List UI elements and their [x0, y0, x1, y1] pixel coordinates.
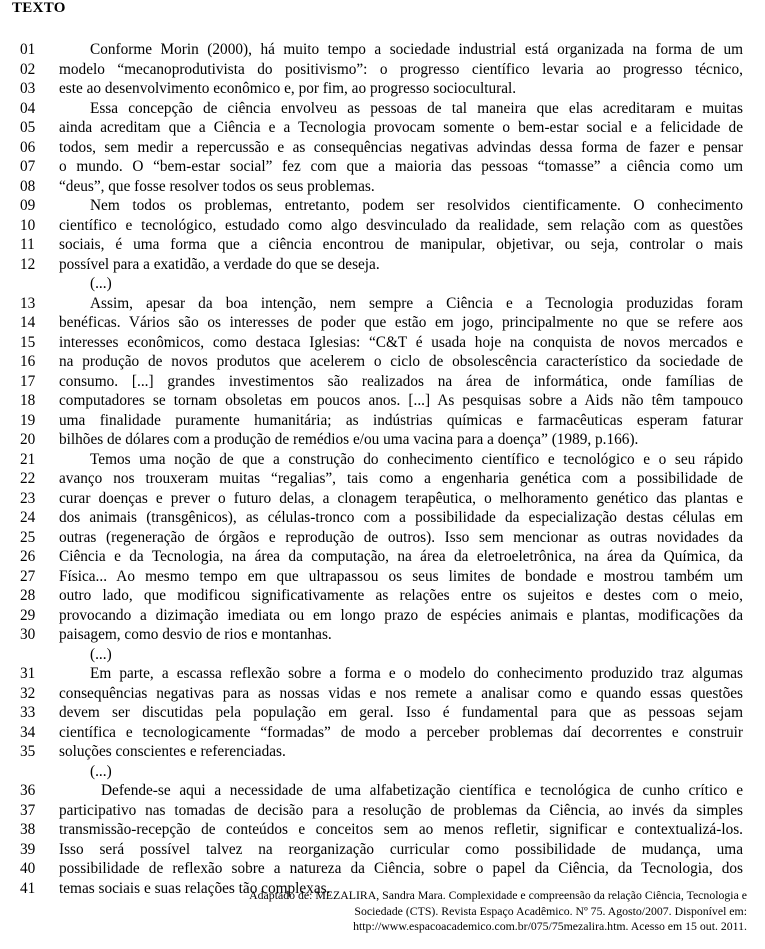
line-text: outro lado, que modificou significativamente as relações entre os sujeitos e destes com o meio, — [59, 587, 743, 604]
line-text: interesses econômicos, como destaca Iglesias: “C&T é usada hoje na conquista de novos mercados e — [59, 333, 743, 351]
line-number: 25 — [20, 528, 36, 546]
line-number: 01 — [20, 41, 36, 58]
line-number: 33 — [20, 704, 36, 721]
credit-line: Sociedade (CTS). Revista Espaço Acadêmico. Nº 75. Agosto/2007. Disponível em: — [354, 903, 747, 918]
line-number: 06 — [20, 138, 36, 156]
line-text: possibilidade de reflexão sobre a natureza da Ciência, sobre o papel da Ciência, da Tecnologia, dos — [59, 860, 743, 877]
line-text: o mundo. O “bem-estar social” fez com que a maioria das pessoas “tomasse” a ciência como um — [59, 158, 743, 175]
line-number: 10 — [20, 216, 36, 234]
omission-text: (...) — [90, 275, 112, 292]
line-text: bilhões de dólares com a produção de remédios e/ou uma vacina para a doença” (1989, p.166). — [59, 431, 639, 448]
line-number: 23 — [20, 489, 36, 507]
text-line — [0, 177, 765, 197]
line-text: Ciência e da Tecnologia, na área da computação, na área da eletroeletrônica, na área da Química, da — [59, 548, 743, 565]
text-line — [0, 528, 765, 548]
text-line — [0, 606, 765, 626]
text-line — [0, 372, 765, 392]
line-number: 22 — [20, 470, 36, 487]
line-number: 07 — [20, 158, 36, 175]
line-number: 20 — [20, 431, 36, 448]
source-credit — [147, 888, 747, 935]
line-text: provocando a dizimação imediata ou em longo prazo de espécies animais e plantas, modificações da — [59, 606, 743, 624]
text-line — [0, 567, 765, 587]
text-line — [0, 820, 765, 840]
line-text: possível para a exatidão, a verdade do que se deseja. — [59, 255, 380, 273]
line-text: Essa concepção de ciência envolveu as pessoas de tal maneira que elas acreditaram e muitas — [90, 99, 743, 117]
line-text: Assim, apesar da boa intenção, nem sempre a Ciência e a Tecnologia produzidas foram — [90, 294, 743, 312]
line-number: 18 — [20, 392, 36, 409]
line-number: 41 — [20, 879, 36, 897]
line-text: temas sociais e suas relações tão complexas. — [59, 879, 331, 897]
line-text: na produção de novos produtos que acelerem o ciclo de obsolescência característico da sociedade de — [59, 353, 743, 370]
text-line — [0, 235, 765, 255]
text-line — [0, 742, 765, 762]
line-number: 38 — [20, 821, 36, 838]
line-number: 31 — [20, 665, 36, 682]
text-line — [0, 352, 765, 372]
line-number: 11 — [20, 236, 35, 253]
line-text: científico e tecnológico, estudado como algo desvinculado da realidade, sem relação com as questões — [59, 216, 743, 234]
text-line — [0, 586, 765, 606]
line-number: 26 — [20, 548, 36, 565]
line-number: 37 — [20, 801, 36, 819]
line-number: 09 — [20, 197, 36, 214]
line-number: 29 — [20, 606, 36, 624]
text-line — [0, 391, 765, 411]
text-line — [0, 859, 765, 879]
text-line — [0, 196, 765, 216]
text-line — [0, 313, 765, 333]
text-line — [0, 79, 765, 99]
text-line — [0, 40, 765, 60]
line-number: 40 — [20, 860, 36, 877]
page-title: TEXTO — [12, 0, 66, 16]
text-line — [0, 333, 765, 353]
text-line — [0, 723, 765, 743]
line-text: benéficas. Vários são os interesses de poder que estão em jogo, principalmente no que se refere aos — [59, 314, 743, 331]
line-number: 04 — [20, 99, 36, 117]
line-number: 17 — [20, 372, 36, 390]
omission-text: (...) — [90, 762, 112, 780]
text-line — [0, 547, 765, 567]
line-text: este ao desenvolvimento econômico e, por fim, ao progresso sociocultural. — [59, 80, 517, 97]
text-body — [0, 40, 765, 898]
text-line — [0, 625, 765, 645]
line-number: 05 — [20, 119, 36, 136]
text-line — [0, 294, 765, 314]
line-number: 24 — [20, 509, 36, 526]
text-line — [0, 430, 765, 450]
omission-marker — [0, 645, 765, 665]
text-line — [0, 60, 765, 80]
text-line — [0, 411, 765, 431]
line-text: Isso será possível talvez na reorganização curricular como possibilidade de mudança, uma — [59, 840, 743, 858]
line-number: 08 — [20, 177, 36, 195]
line-number: 32 — [20, 684, 36, 702]
text-line — [0, 118, 765, 138]
omission-marker — [0, 274, 765, 294]
text-line — [0, 138, 765, 158]
line-number: 30 — [20, 626, 36, 643]
line-text: Temos uma noção de que a construção do conhecimento científico e tecnológico e o seu rápido — [90, 450, 743, 468]
text-line — [0, 840, 765, 860]
line-number: 36 — [20, 782, 36, 799]
line-text: “deus”, que fosse resolver todos os seus problemas. — [59, 177, 375, 195]
line-number: 34 — [20, 723, 36, 741]
text-line — [0, 684, 765, 704]
text-line — [0, 216, 765, 236]
text-line — [0, 664, 765, 684]
line-number: 16 — [20, 353, 36, 370]
line-number: 13 — [20, 294, 36, 312]
line-number: 12 — [20, 255, 36, 273]
text-line — [0, 508, 765, 528]
text-line — [0, 489, 765, 509]
line-text: Nem todos os problemas, entretanto, podem ser resolvidos cientificamente. O conhecimento — [90, 197, 743, 214]
text-line — [0, 255, 765, 275]
line-text: outras (regeneração de órgãos e reprodução de outros). Isso sem mencionar as outras novidades da — [59, 528, 743, 546]
text-line — [0, 781, 765, 801]
line-number: 28 — [20, 587, 36, 604]
line-number: 35 — [20, 743, 36, 760]
line-text: dos animais (transgênicos), as células-tronco com a possibilidade da especialização destas células em — [59, 509, 743, 526]
line-number: 27 — [20, 567, 36, 585]
line-text: modelo “mecanoprodutivista do positivismo”: o progresso científico levaria ao progresso técnico, — [59, 60, 743, 78]
line-text: soluções conscientes e referenciadas. — [59, 743, 286, 760]
line-number: 02 — [20, 60, 36, 78]
line-text: Em parte, a escassa reflexão sobre a forma e o modelo do conhecimento produzido traz algumas — [90, 665, 743, 682]
line-text: sociais, é uma forma que a ciência encontrou de manipular, objetivar, ou seja, controlar o mais — [59, 236, 743, 253]
line-number: 14 — [20, 314, 36, 331]
text-line — [0, 157, 765, 177]
line-number: 39 — [20, 840, 36, 858]
line-text: avanço nos trouxeram muitas “regalias”, tais como a engenharia genética com a possibilidade de — [59, 470, 743, 487]
line-number: 03 — [20, 80, 36, 97]
line-text: Defende-se aqui a necessidade de uma alfabetização científica e tecnológica de cunho crítico e — [101, 782, 743, 799]
line-number: 15 — [20, 333, 36, 351]
credit-line: http://www.espacoacademico.com.br/075/75mezalira.htm. Acesso em 15 out. 2011. — [353, 919, 747, 933]
text-line — [0, 469, 765, 489]
line-text: consequências negativas para as nossas vidas e nos remete a analisar como e quando essas questões — [59, 684, 743, 702]
line-text: uma finalidade puramente humanitária; as indústrias químicas e farmacêuticas esperam faturar — [59, 411, 743, 429]
line-text: transmissão-recepção de conteúdos e conceitos sem ao menos refletir, significar e contextualizá-los. — [59, 821, 743, 838]
line-number: 21 — [20, 450, 36, 468]
line-text: ainda acreditam que a Ciência e a Tecnologia provocam somente o bem-estar social e a felicidade de — [59, 119, 743, 136]
line-text: todos, sem medir a repercussão e as consequências negativas advindas dessa forma de fazer e pensar — [59, 138, 743, 156]
line-text: Física... Ao mesmo tempo em que ultrapassou os seus limites de bondade e mostrou também um — [59, 567, 743, 585]
omission-text: (...) — [90, 645, 112, 663]
text-line — [0, 450, 765, 470]
text-line — [0, 703, 765, 723]
line-text: curar doenças e prever o futuro delas, a clonagem terapêutica, o melhoramento genético das plantas e — [59, 489, 743, 507]
line-text: computadores se tornam obsoletas em poucos anos. [...] As pesquisas sobre a Aids não têm tampouco — [59, 392, 743, 409]
credit-line: Adaptado de: MEZALIRA, Sandra Mara. Complexidade e compreensão da relação Ciência, Tecnologia e — [249, 888, 747, 902]
line-number: 19 — [20, 411, 36, 429]
line-text: paisagem, como desvio de rios e montanhas. — [59, 626, 332, 643]
line-text: participativo nas tomadas de decisão para a resolução de problemas da Ciência, ao invés da simples — [59, 801, 743, 819]
line-text: Conforme Morin (2000), há muito tempo a sociedade industrial está organizada na forma de um — [90, 41, 743, 58]
omission-marker — [0, 762, 765, 782]
text-line — [0, 99, 765, 119]
line-text: consumo. [...] grandes investimentos são realizados na área de informática, onde famílias de — [59, 372, 743, 390]
line-text: científica e tecnologicamente “formadas” de modo a perceber problemas daí decorrentes e construir — [59, 723, 743, 741]
line-text: devem ser discutidas pela população em geral. Isso é fundamental para que as pessoas sejam — [59, 704, 743, 721]
text-line — [0, 801, 765, 821]
